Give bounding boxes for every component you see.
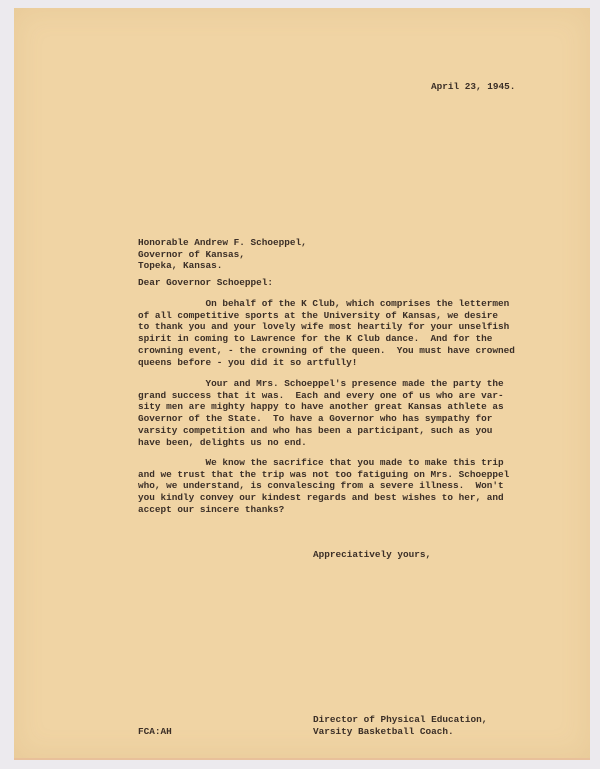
recipient-line: Topeka, Kansas. — [138, 260, 223, 272]
paragraph-3 — [138, 457, 578, 516]
letter-page — [14, 8, 590, 760]
text-line: spirit in coming to Lawrence for the K Club dance. And for the — [138, 333, 493, 345]
title-line: Varsity Basketball Coach. — [313, 726, 454, 738]
text-line: On behalf of the K Club, which comprises the lettermen — [138, 297, 510, 309]
letter-date — [431, 81, 578, 93]
recipient-line: Honorable Andrew F. Schoeppel, — [138, 236, 307, 248]
salutation — [138, 277, 578, 289]
initials-line: FCA:AH — [138, 726, 172, 738]
text-line: Your and Mrs. Schoeppel's presence made the party the — [138, 377, 504, 389]
text-line: We know the sacrifice that you made to make this trip — [138, 456, 504, 468]
text-line: grand success that it was. Each and every one of us who are var- — [138, 389, 504, 401]
recipient-address — [138, 237, 578, 272]
text-line: crowning event, - the crowning of the queen. You must have crowned — [138, 344, 515, 356]
typist-initials — [138, 726, 313, 738]
text-line: and we trust that the trip was not too fatiguing on Mrs. Schoeppel — [138, 468, 510, 480]
paragraph-1 — [138, 298, 578, 369]
text-line: to thank you and your lovely wife most heartily for your unselfish — [138, 321, 510, 333]
text-line: accept our sincere thanks? — [138, 503, 285, 515]
text-line: you kindly convey our kindest regards and best wishes to her, and — [138, 492, 504, 504]
text-line: who, we understand, is convalescing from a severe illness. Won't — [138, 480, 504, 492]
text-line: varsity competition and who has been a participant, such as you — [138, 424, 493, 436]
signature-title — [313, 714, 487, 738]
letter-footer — [138, 714, 578, 738]
letter-body — [138, 8, 578, 738]
text-line: queens before - you did it so artfully! — [138, 356, 358, 368]
text-line: of all competitive sports at the University of Kansas, we desire — [138, 309, 499, 321]
salutation-line: Dear Governor Schoeppel: — [138, 276, 274, 288]
text-line: have been, delights us no end. — [138, 436, 307, 448]
title-line: Director of Physical Education, — [313, 714, 488, 726]
closing — [313, 549, 578, 561]
date-line: April 23, 1945. — [431, 81, 516, 92]
text-line: Governor of the State. To have a Governor who has sympathy for — [138, 413, 493, 425]
closing-line: Appreciatively yours, — [313, 548, 432, 560]
paragraph-2 — [138, 378, 578, 449]
text-line: sity men are mighty happy to have another great Kansas athlete as — [138, 401, 504, 413]
recipient-line: Governor of Kansas, — [138, 248, 245, 260]
